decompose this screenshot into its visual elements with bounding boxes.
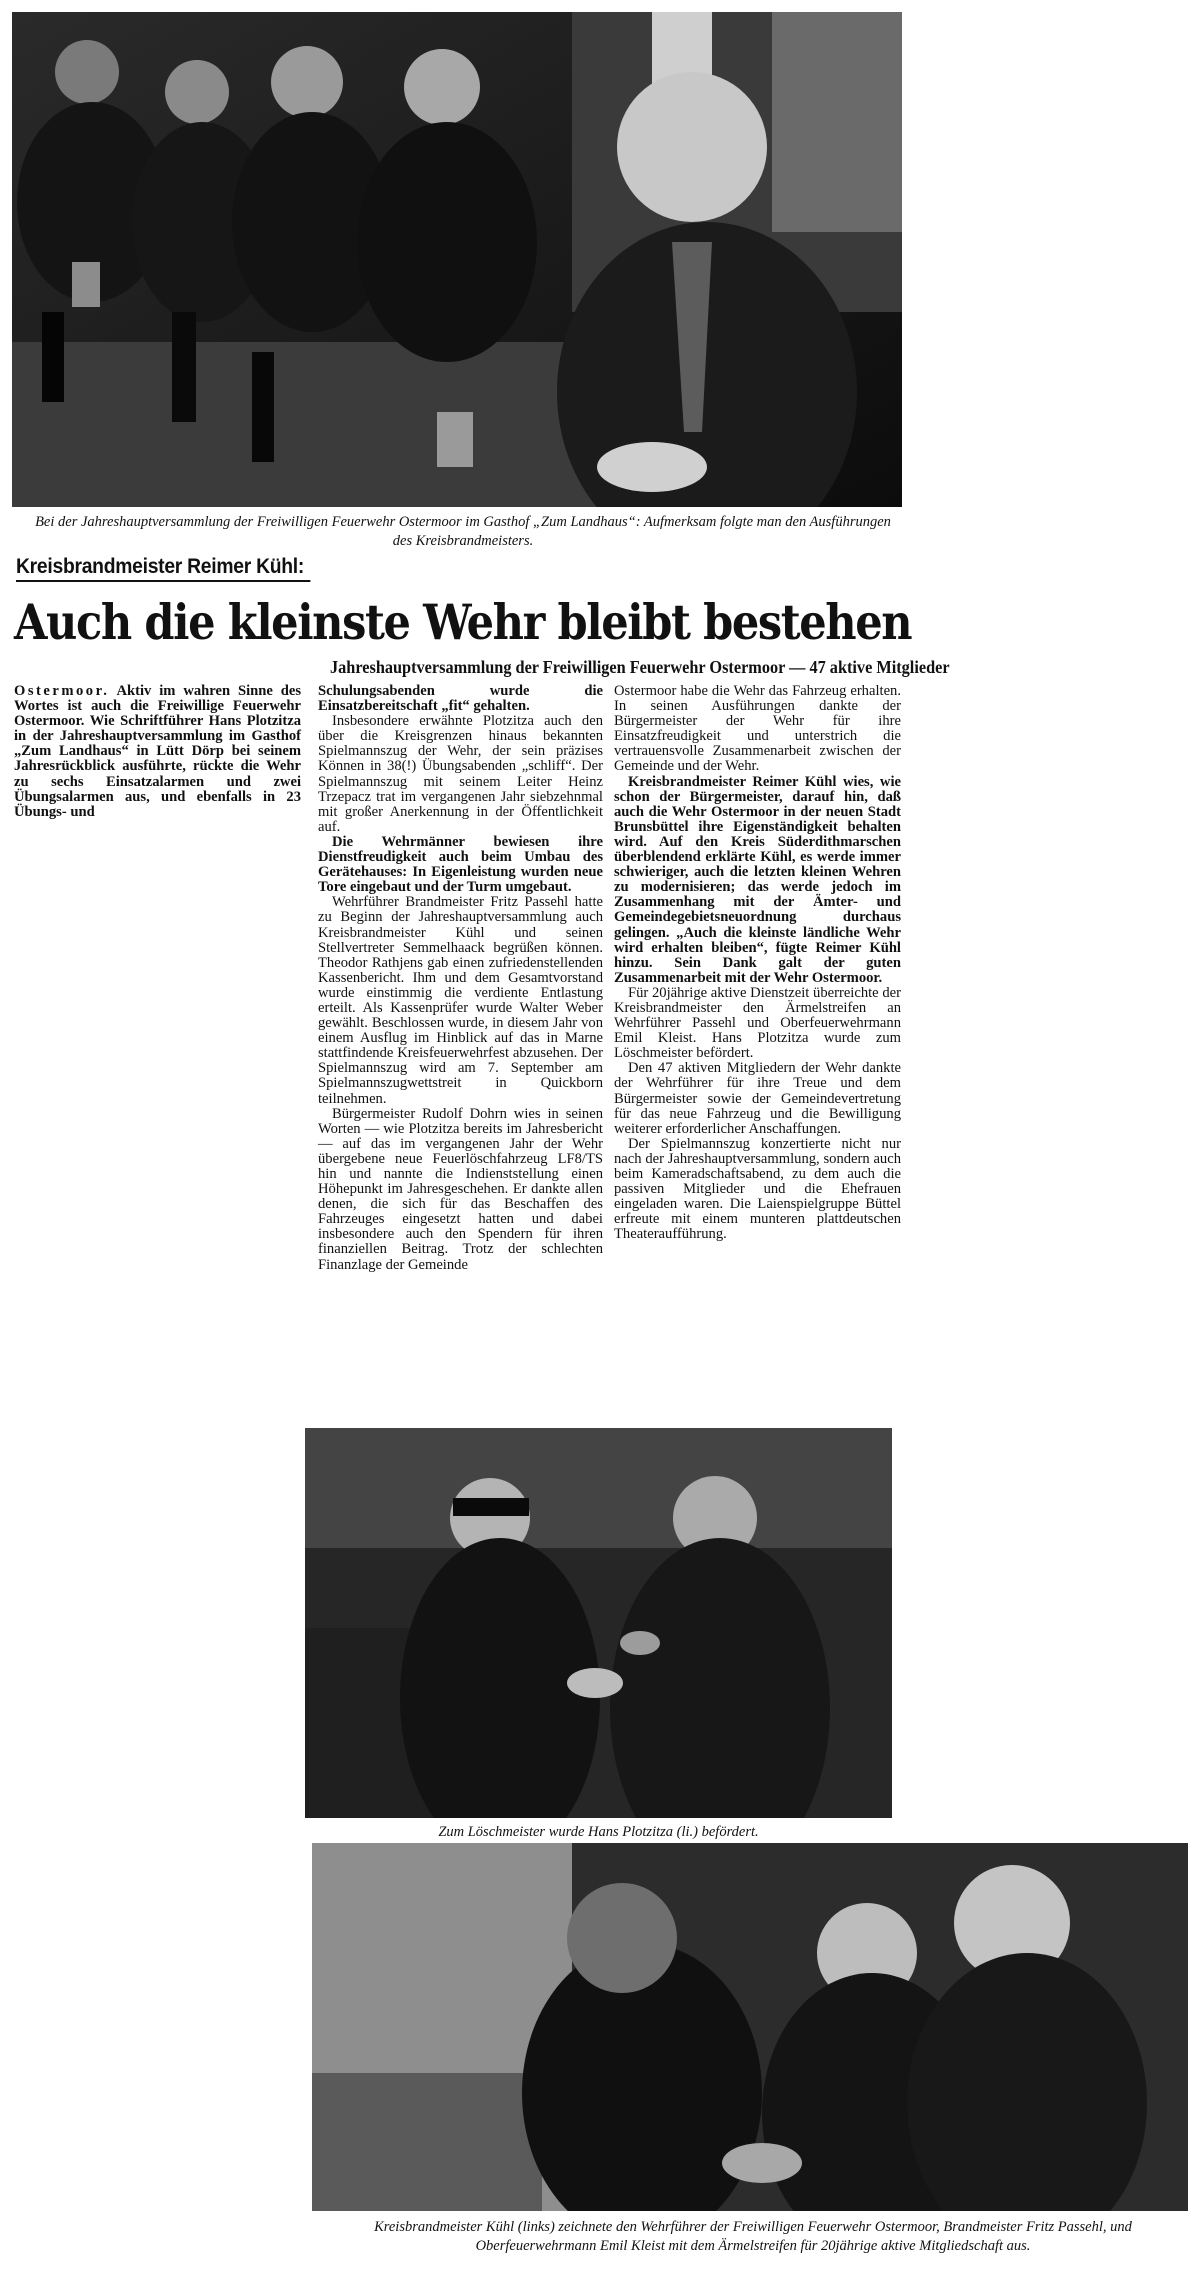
paragraph: Wehrführer Brandmeister Fritz Passehl hatte zu Beginn der Jahreshauptversammlung auch Kreisbrandmeister Kühl und seinen Stellvertreter Semmelhaack begrüßen können. Theodor Rathjens gab einen zufriedenstellenden Kassenbericht. Ihm und dem Gesamtvorstand wurde einstimmig die verdiente Entlastung erteilt. Als Kassenprüfer wurde Walter Weber gewählt. Beschlossen wurde, in diesem Jahr von einem Ausflug im Hinblick auf das in Marne stattfindende Kreisfeuerwehrfest abzusehen. Der Spielmannszug wird am 7. September am Spielmannszugwettstreit in Quickborn teilnehmen. [318,894,603,1107]
paragraph: Die Wehrmänner bewiesen ihre Dienstfreudigkeit auch beim Umbau des Gerätehauses: In Eigenleistung wurden neue Tore eingebaut und der Turm umgebaut. [318,833,603,896]
article-column-3 [614,684,901,1242]
article-column-2 [318,684,603,1273]
paragraph: Für 20jährige aktive Dienstzeit überreichte der Kreisbrandmeister den Ärmelstreifen an Wehrführer Passehl und Oberfeuerwehrmann Emil Kleist. Hans Plotzitza wurde zum Löschmeister befördert. [614,984,901,1062]
paragraph: Ostermoor habe die Wehr das Fahrzeug erhalten. In seinen Ausführungen dankte der Bürgermeister der Wehr für ihre Einsatzfreudigkeit und unterstrich die vertrauensvolle Zusammenarbeit zwischen der Gemeinde und der Wehr. [614,683,901,775]
paragraph: Insbesondere erwähnte Plotzitza auch den über die Kreisgrenzen hinaus bekannten Spielmannszug der Wehr, der sein präzises Können in 38(!) Übungsabenden „schliff“. Der Spielmannszug mit seinem Leiter Heinz Trzepacz trat im vergangenen Jahr siebzehnmal mit großer Anerkennung in der Öffentlichkeit auf. [318,713,603,835]
article-kicker: Kreisbrandmeister Reimer Kühl: [16,555,310,582]
paragraph: Schulungsabenden wurde die Einsatzbereitschaft „fit“ gehalten. [318,683,603,715]
paragraph: Den 47 aktiven Mitgliedern der Wehr dankte der Wehrführer für ihre Treue und dem Bürgermeister sowie der Gemeindevertretung für das neue Fahrzeug und die Bewilligung weiterer erforderlicher Anschaffungen. [614,1060,901,1137]
caption-meeting: Bei der Jahreshauptversammlung der Freiwilligen Feuerwehr Ostermoor im Gasthof „Zum Landhaus“: Aufmerksam folgte man den Ausführungen des Kreisbrandmeisters. [35,514,891,549]
article-headline: Auch die kleinste Wehr bleibt bestehen [14,593,912,651]
article-subheadline: Jahreshauptversammlung der Freiwilligen Feuerwehr Ostermoor — 47 aktive Mitglieder [330,657,950,677]
photo-promotion [305,1428,892,1818]
photo-meeting-image [12,12,902,507]
paragraph: Bürgermeister Rudolf Dohrn wies in seinen Worten — wie Plotzitza bereits im Jahresbericht — auf das im vergangenen Jahr der Wehr übergebene neue Feuerlöschfahrzeug LF8/TS hin und nannte die Indienststellung einen Höhepunkt im Jahresgeschehen. Er dankte allen denen, die sich für das Beschaffen des Fahrzeuges eingesetzt hatten und dabei insbesondere auch den Spendern für ihren finanziellen Beitrag. Trotz der schlechten Finanzlage der Gemeinde [318,1105,603,1273]
paragraph: Kreisbrandmeister Reimer Kühl wies, wie schon der Bürgermeister, darauf hin, daß auch die Wehr Ostermoor in der neuen Stadt Brunsbüttel ihre Eigenständigkeit behalten wird. Auf den Kreis Süderdithmarschen überblendend erklärte Kühl, es werde immer schwieriger, auch die letzten kleinen Wehren zu modernisieren; das werde jedoch im Zusammenhang mit der Ämter- und Gemeindegebietsneuordnung durchaus gelingen. „Auch die kleinste ländliche Wehr wird erhalten bleiben“, fügte Reimer Kühl hinzu. Sein Dank galt der guten Zusammenarbeit mit der Wehr Ostermoor. [614,773,901,986]
photo-promotion-image [305,1428,892,1818]
paragraph: Der Spielmannszug konzertierte nicht nur nach der Jahreshauptversammlung, sondern auch beim Kameradschaftsabend, zu dem auch die passiven Mitglieder und die Ehefrauen eingeladen waren. Die Laienspielgruppe Büttel erfreute mit einem munteren plattdeutschen Theateraufführung. [614,1135,901,1243]
photo-award-image [312,1843,1188,2211]
article-column-1 [14,684,301,820]
lead-paragraph: Aktiv im wahren Sinne des Wortes ist auch die Freiwillige Feuerwehr Ostermoor. Wie Schriftführer Hans Plotzitza in der Jahreshauptversammlung im Gasthof „Zum Landhaus“ in Lütt Dörp bei seinem Jahresrückblick ausführte, rückte die Wehr zu sechs Einsatzalarmen und zwei Übungsalarmen aus, und ebenfalls in 23 Übungs- und [14,683,301,820]
caption-award: Kreisbrandmeister Kühl (links) zeichnete den Wehrführer der Freiwilligen Feuerwehr Ostermoor, Brandmeister Fritz Passehl, und Oberfeuerwehrmann Emil Kleist mit dem Ärmelstreifen für 20jährige aktive Mitgliedschaft aus. [374,2219,1132,2254]
dateline: Ostermoor. [14,683,110,699]
caption-promotion: Zum Löschmeister wurde Hans Plotzitza (li.) befördert. [438,1824,759,1840]
photo-award [312,1843,1188,2211]
photo-meeting [12,12,902,507]
